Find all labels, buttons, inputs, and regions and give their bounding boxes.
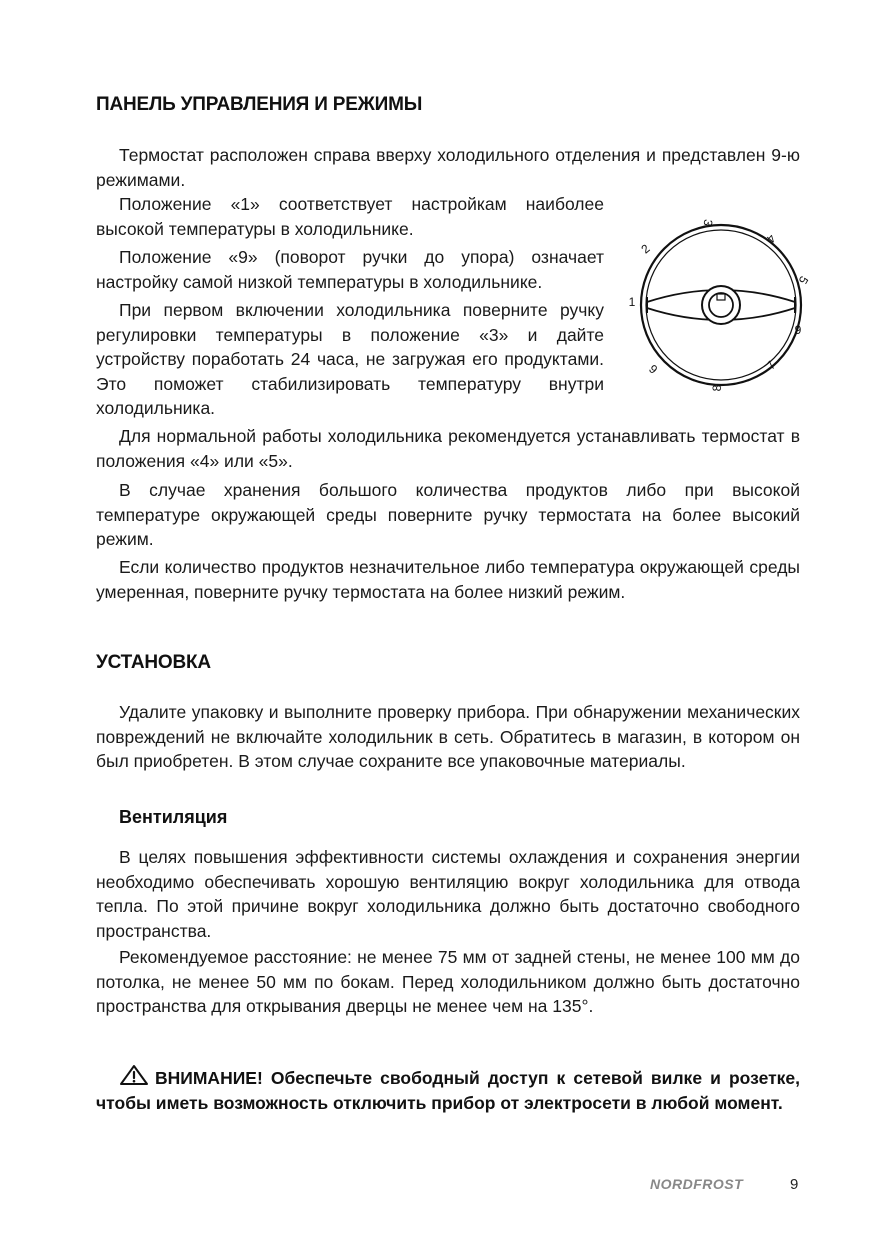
dial-label-7: 7 [763,358,779,373]
footer-brand-logo: NORDFROST [650,1176,744,1192]
dial-label-5: 5 [795,273,812,287]
paragraph-unpacking: Удалите упаковку и выполните проверку прибора. При обнаружении механических повреждений не включайте холодильник в сеть. Обратитесь в магазин, в котором он был приобретен. В этом случае сохраните все упаковочные материалы. [96,702,800,771]
dial-label-3: 3 [700,218,716,228]
dial-label-4: 4 [763,231,779,246]
dial-label-8: 8 [710,384,724,392]
dial-label-1: 1 [628,295,636,309]
section-title-installation: УСТАНОВКА [96,652,211,673]
warning-paragraph [96,1064,800,1115]
paragraph-position-9: Положение «9» (поворот ручки до упора) означает настройку самой низкой температуры в холодильнике. [96,247,604,292]
paragraph-ventilation: В целях повышения эффективности системы охлаждения и сохранения энергии необходимо обеспечивать хорошую вентиляцию вокруг холодильника для отвода тепла. По этой причине вокруг холодильника должно быть достаточно свободного пространства. [96,847,800,941]
footer-page-number: 9 [790,1176,799,1193]
paragraph-distance: Рекомендуемое расстояние: не менее 75 мм от задней стены, не менее 100 мм до потолка, не менее 50 мм по бокам. Перед холодильником должно быть достаточно пространства для открывания дверцы не менее чем на 135°. [96,947,800,1016]
paragraph-thermostat-intro: Термостат расположен справа вверху холодильного отделения и представлен 9-ю режимами. [96,145,800,190]
dial-label-9: 9 [794,323,802,337]
warning-text: ВНИМАНИЕ! Обеспечьте свободный доступ к сетевой вилке и розетке, чтобы иметь возможность отключить прибор от электросети в любой момент. [96,1068,800,1113]
paragraph-normal-operation: Для нормальной работы холодильника рекомендуется устанавливать термостат в положения «4» или «5». [96,426,800,471]
dial-hub-outer [702,286,740,324]
dial-label-2: 2 [638,241,653,257]
paragraph-first-start: При первом включении холодильника поверните ручку регулировки температуры в положение «3» и дайте устройству поработать 24 часа, не загружая его продуктами. Это поможет стабилизировать температуру внутри холодильника. [96,300,604,418]
thermostat-dial-diagram [626,210,816,400]
paragraph-low-load: Если количество продуктов незначительное либо температура окружающей среды умеренная, поверните ручку термостата на более низкий режим. [96,557,800,602]
dial-hub-key [717,294,725,300]
warning-triangle-icon [119,1064,149,1086]
paragraph-high-load: В случае хранения большого количества продуктов либо при высокой температуре окружающей среды поверните ручку термостата на более высокий режим. [96,480,800,549]
section-title-control-panel: ПАНЕЛЬ УПРАВЛЕНИЯ И РЕЖИМЫ [96,94,423,115]
subsection-title-ventilation: Вентиляция [119,807,228,827]
paragraph-position-1: Положение «1» соответствует настройкам наиболее высокой температуры в холодильнике. [96,194,604,239]
dial-label-6: 6 [646,361,661,377]
